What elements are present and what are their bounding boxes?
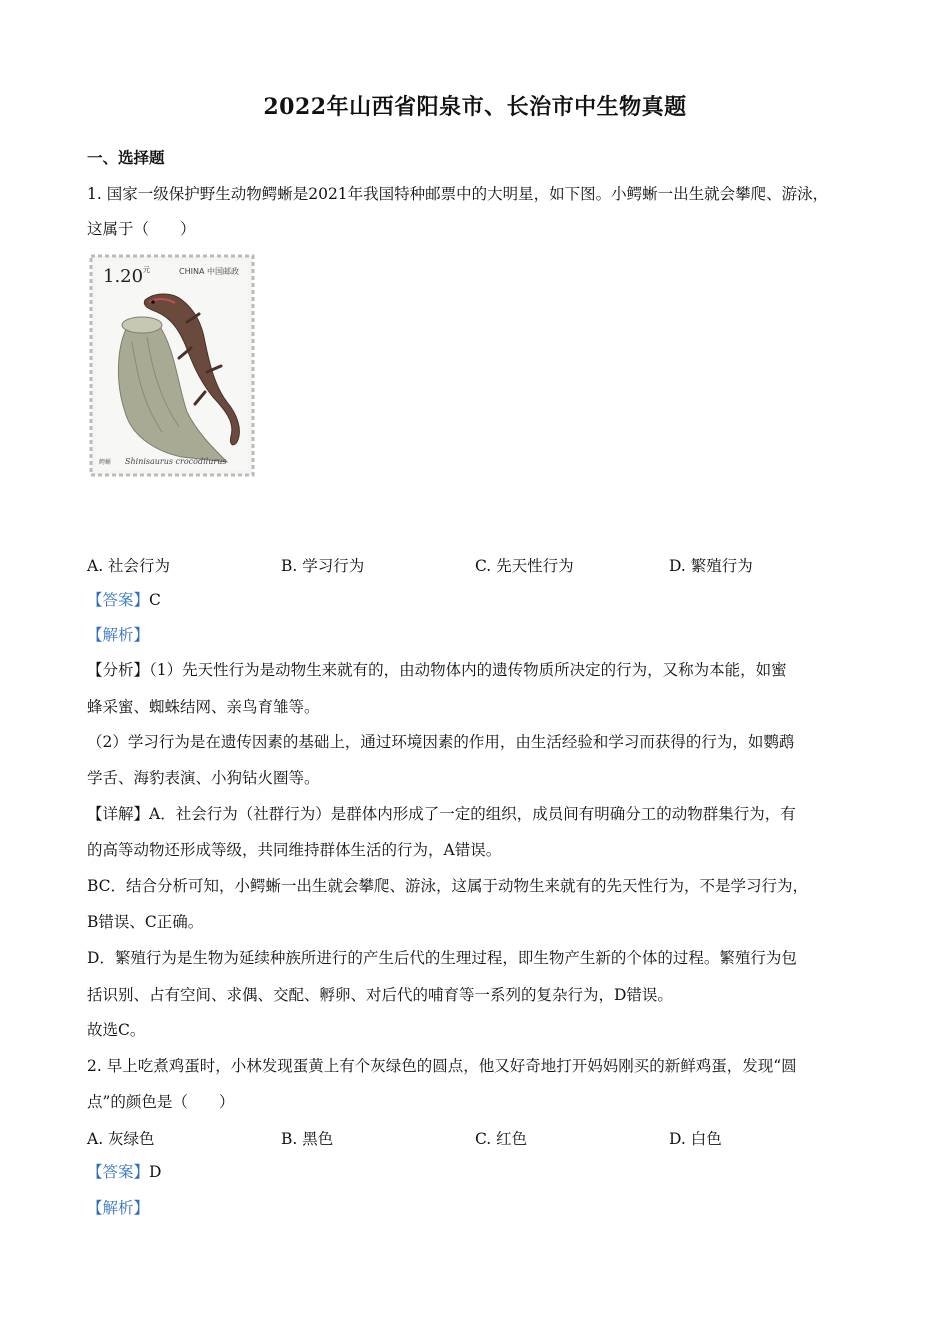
q2-answer-label: 【答案】: [87, 1163, 150, 1181]
q1-analysis-line: 【详解】A．社会行为（社群行为）是群体内形成了一定的组织，成员间有明确分工的动物群集行为，有: [87, 805, 796, 823]
q2-option-a: A. 灰绿色: [87, 1130, 155, 1148]
q1-analysis-line: 学舌、海豹表演、小狗钻火圈等。: [87, 769, 320, 787]
q2-option-c: C. 红色: [475, 1130, 528, 1148]
q2-analysis-label: 【解析】: [87, 1199, 150, 1217]
q2-option-d: D. 白色: [669, 1130, 722, 1148]
q1-analysis-line: 的高等动物还形成等级，共同维持群体生活的行为，A错误。: [87, 841, 502, 859]
q2-answer-row: [87, 1162, 161, 1182]
q1-analysis-label: 【解析】: [87, 626, 150, 644]
q1-conclusion: 故选C。: [87, 1021, 146, 1039]
q1-analysis-line: BC．结合分析可知，小鳄蜥一出生就会攀爬、游泳，这属于动物生来就有的先天性行为，不是学习行为，: [87, 877, 809, 895]
stamp-value: 1.20: [103, 266, 144, 287]
q2-answer-value: D: [149, 1163, 162, 1181]
q2-option-b: B. 黑色: [281, 1130, 334, 1148]
q1-answer-value: C: [149, 591, 161, 609]
stamp-illustration: [87, 252, 257, 479]
stamp-unit: 元: [143, 266, 150, 274]
q1-analysis-line: B错误、C正确。: [87, 913, 204, 931]
q1-analysis-line: D．繁殖行为是生物为延续种族所进行的产生后代的生理过程，即生物产生新的个体的过程。繁殖行为包: [87, 949, 797, 967]
section-heading: 一、选择题: [87, 148, 165, 167]
q1-analysis-line: （2）学习行为是在遗传因素的基础上，通过环境因素的作用，由生活经验和学习而获得的行为，如鹦鹉: [87, 733, 795, 751]
q1-analysis-line: 括识别、占有空间、求偶、交配、孵卵、对后代的哺育等一系列的复杂行为，D错误。: [87, 986, 673, 1004]
question-2-stem-line-2: 点”的颜色是（ ）: [87, 1093, 235, 1111]
stamp-caption: Shinisaurus crocodilurus: [125, 457, 227, 466]
question-1-stem-line-1: 1. 国家一级保护野生动物鳄蜥是2021年我国特种邮票中的大明星，如下图。小鳄蜥一出生就会攀爬、游泳，: [87, 185, 829, 203]
q1-answer-row: [87, 590, 161, 610]
q1-option-d: D. 繁殖行为: [669, 557, 753, 575]
q1-option-b: B. 学习行为: [281, 557, 365, 575]
q1-analysis-line: 【分析】（1）先天性行为是动物生来就有的，由动物体内的遗传物质所决定的行为，又称为本能，如蜜: [87, 661, 787, 679]
q1-answer-label: 【答案】: [87, 591, 150, 609]
q1-analysis-line: 蜂采蜜、蜘蛛结网、亲鸟育雏等。: [87, 698, 320, 716]
stamp-cn-name: 鳄蜥: [99, 459, 112, 466]
q1-option-c: C. 先天性行为: [475, 557, 574, 575]
crocodile-lizard-stamp-image: [87, 252, 257, 479]
page-title: 2022年山西省阳泉市、长治市中生物真题: [263, 94, 687, 120]
question-2-stem-line-1: 2. 早上吃煮鸡蛋时，小林发现蛋黄上有个灰绿色的圆点，他又好奇地打开妈妈刚买的新鲜鸡蛋，发现“圆: [87, 1057, 797, 1075]
stamp-country: CHINA 中国邮政: [179, 267, 239, 276]
q1-option-a: A. 社会行为: [87, 557, 171, 575]
question-1-stem-line-2: 这属于（ ）: [87, 220, 196, 238]
